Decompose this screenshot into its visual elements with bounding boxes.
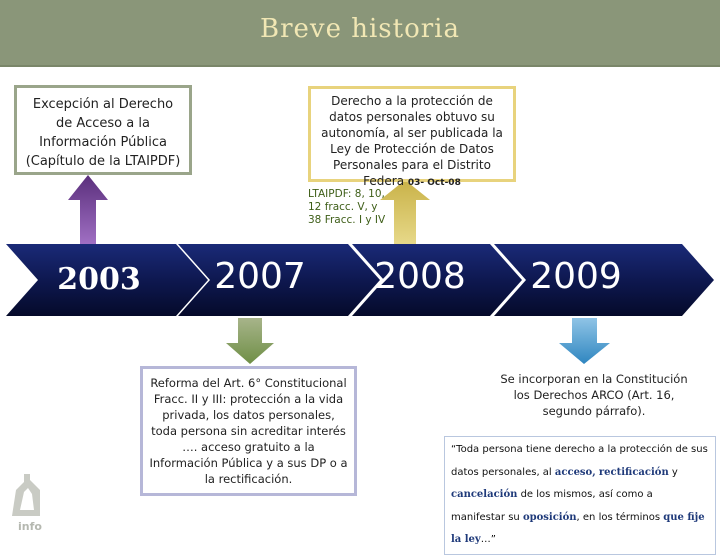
ref-line-3: 38 Fracc. I y IV (308, 214, 386, 226)
quote-part-2: de los mismos, así como a manifestar su (451, 489, 653, 523)
year-2009: 2009 (530, 256, 622, 297)
constitution-quote (444, 436, 716, 555)
arrow-up-purple (68, 175, 108, 245)
autonomy-text: Derecho a la protección de datos personales obtuvo su autonomía, al ser publicada la Ley de Protección de Datos Personales para el Distrito Federa (321, 94, 503, 188)
quote-ley: que fije la ley (451, 511, 705, 545)
box-art6-reform: Reforma del Art. 6° Constitucional Fracc. II y III: protección a la vida privada, los datos personales, toda persona sin acreditar interés …. acceso gratuito a la Información Pública y a sus DP o a la rectificación. (140, 366, 357, 496)
quote-cancelacion: cancelación (451, 489, 518, 500)
arrow-down-blue (559, 318, 610, 364)
quote-acceso: acceso, (554, 466, 596, 478)
year-2008: 2008 (374, 256, 466, 297)
logo-text: info (18, 520, 42, 533)
year-2007: 2007 (214, 256, 306, 297)
quote-rectificacion: rectificación (598, 466, 669, 478)
ltaipdf-reference (308, 188, 388, 227)
year-2003: 2003 (57, 262, 141, 297)
ref-line-2: 12 fracc. V, y (308, 201, 378, 213)
box-arco-rights: Se incorporan en la Constitución los Derechos ARCO (Art. 16, segundo párrafo). (490, 366, 698, 422)
arrow-down-green (226, 318, 274, 364)
quote-part-3: , en los términos (576, 511, 661, 523)
ref-line-1: LTAIPDF: 8, 10, (308, 188, 385, 200)
quote-part-1: “Toda persona tiene derecho a la protección de sus datos personales, al (451, 444, 708, 478)
autonomy-date: 03- Oct-08 (407, 178, 461, 188)
box-data-protection-autonomy (308, 86, 516, 188)
page-title: Breve historia (259, 14, 460, 44)
box-exception-access: Excepción al Derecho de Acceso a la Información Pública (Capítulo de la LTAIPDF) (14, 85, 192, 175)
quote-oposicion: oposición (522, 511, 577, 523)
quote-y: y (668, 466, 678, 478)
quote-end: …” (480, 534, 496, 545)
